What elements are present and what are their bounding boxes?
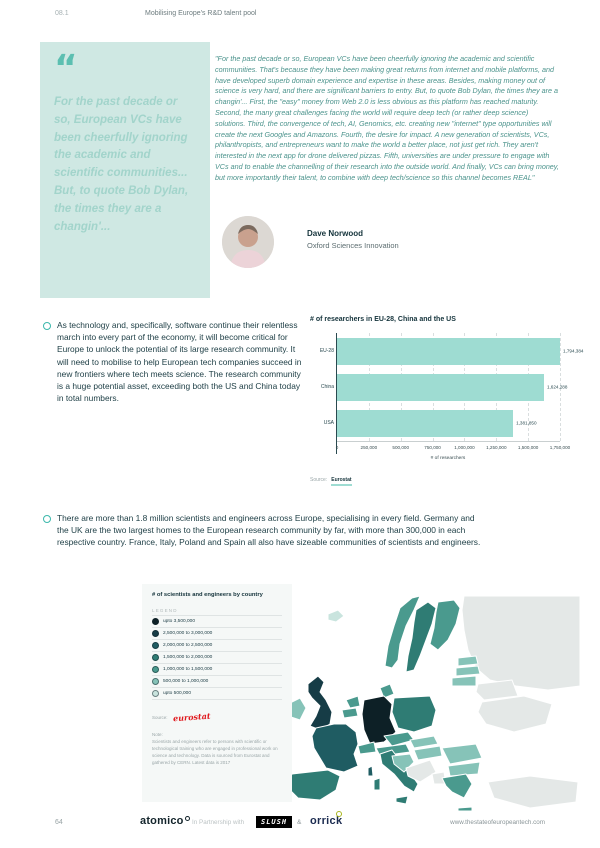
legend-range-label: 1,000,000 to 1,500,000: [163, 667, 213, 672]
legend-row: [152, 688, 282, 700]
avatar: [222, 216, 274, 268]
country-romania: [442, 744, 482, 764]
legend-dot-icon: [152, 690, 159, 697]
pull-quote-box: [40, 42, 210, 298]
bar-category-label: EU-28: [319, 348, 334, 354]
chart-title: # of researchers in EU-28, China and the US: [310, 316, 456, 323]
website-url[interactable]: www.thestateofeuropeantech.com: [450, 819, 545, 826]
bullet-icon: [43, 322, 51, 330]
country-ukraine: [478, 696, 552, 732]
bullet-paragraph-1: As technology and, specifically, software continue their relentless march into every part of the economy, it will become critical for Europe to unlock the potential of its large research community. It will need to mobilise to help European tech companies succeed in new frontiers where tech meets science. The research community is a huge potential asset, exceeding both the US and China today in total numbers.: [57, 320, 302, 404]
bar-row: [320, 369, 568, 405]
bar-value-label: 1,624,288: [546, 384, 568, 390]
full-quote-text: "For the past decade or so, European VCs have been cheerfully ignoring the academic and scientific communities. That's because they have been making great returns from internet and mobile platforms, and have developed superb domain experience and expertise in these areas. Besides, making money out of science is very hard, and there are significant barriers to entry. But, to quote Bob Dylan, the times they are a changin'... First, the "easy" money from Web 2.0 is less obvious as this platform has reached maturity. Second, the many great challenges facing the world will require deep tech (or rather deep science) solutions. Third, the convergence of tech, AI, Genomics, etc. creating new "internet" type opportunities will create the next Googles and Amazons. Fourth, the desire for impact. A new generation of scientists, VCs, philanthropists, and entrepreneurs want to make the world a better place, not just get rich. They aren't interested in the next app for drone delivered pizzas. Fifth, universities are under pressure to engage with VCs and to enable the channelling of their research into the outside world. And finally, VCs can bring money, but more importantly their talent, to combine with deep tech/science so this channel becomes REAL": [215, 54, 559, 182]
country-switzerland: [358, 742, 376, 754]
country-russia: [462, 596, 580, 690]
researchers-bar-chart: [310, 316, 584, 483]
country-hungary: [414, 746, 442, 760]
bar-chart-rows: [319, 333, 584, 441]
source-label: Source:: [310, 477, 328, 483]
legend-range-label: 1,500,000 to 2,000,000: [163, 655, 213, 660]
atomico-ring-icon: [185, 816, 190, 821]
x-tick-label: 1,000,000: [454, 445, 475, 450]
country-france: [368, 766, 373, 776]
country-italy: [396, 796, 408, 804]
x-tick-label: 750,000: [424, 445, 441, 450]
legend-dot-icon: [152, 630, 159, 637]
country-greece: [458, 807, 472, 811]
country-greece: [442, 774, 472, 798]
source-name: Eurostat: [331, 477, 351, 486]
pull-quote-text: For the past decade or so, European VCs have been cheerfully ignoring the academic and scientific communities... But, to quote Bob Dylan, the times they are a changin'...: [54, 96, 189, 233]
legend-row: [152, 628, 282, 640]
chart-source: [310, 477, 560, 483]
quote-marks-icon: “: [54, 48, 78, 89]
map-source: [152, 712, 282, 722]
section-number: 08.1: [55, 10, 69, 17]
legend-range-label: upto 500,000: [163, 691, 192, 696]
country-lithuania: [452, 676, 476, 686]
note-text: Scientists and engineers refer to persons with scientific or technological training who are engaged in professional work on science and technology. Data is sourced from Eurostat and gathered by CERN. Latest data is 2017: [152, 739, 278, 765]
note-label: Note:: [152, 732, 163, 737]
bar-row: [319, 333, 584, 369]
europe-choropleth-map: [280, 596, 585, 828]
legend-range-label: upto 3,500,000: [163, 619, 196, 624]
bar-category-label: USA: [323, 420, 334, 426]
legend-range-label: 500,000 to 1,000,000: [163, 679, 209, 684]
country-spain: [286, 770, 340, 800]
map-legend-rows: [152, 616, 282, 700]
chart-plot-area: [319, 333, 584, 454]
country-poland: [392, 696, 436, 732]
map-title: # of scientists and engineers by country: [152, 592, 263, 598]
atomico-logo: atomico: [140, 815, 190, 827]
legend-row: [152, 676, 282, 688]
orrick-logo: orrick: [310, 815, 342, 827]
country-belarus: [476, 680, 518, 700]
x-tick-label: 250,000: [360, 445, 378, 450]
country-united-kingdom: [308, 676, 332, 730]
country-italy: [374, 778, 380, 790]
legend-label: LEGEND: [152, 608, 282, 616]
legend-row: [152, 640, 282, 652]
legend-range-label: 2,000,000 to 2,500,000: [163, 643, 213, 648]
bullet-icon: [43, 515, 51, 523]
x-tick-label: 500,000: [392, 445, 410, 450]
ampersand: &: [297, 819, 302, 826]
legend-dot-icon: [152, 642, 159, 649]
x-tick-label: 1,500,000: [517, 445, 539, 450]
country-belgium: [342, 708, 358, 718]
page-number: 64: [55, 819, 63, 826]
legend-dot-icon: [152, 618, 159, 625]
bar-value-label: 1,381,850: [516, 420, 537, 426]
legend-row: [152, 664, 282, 676]
bar-row: [323, 405, 560, 441]
map-source-label: Source:: [152, 714, 168, 720]
author-name: Dave Norwood: [307, 229, 364, 238]
country-france: [312, 724, 358, 772]
bar: [337, 374, 568, 401]
europe-map-svg: [280, 596, 585, 828]
legend-dot-icon: [152, 666, 159, 673]
country-iceland: [328, 610, 344, 622]
x-tick-label: 1,250,000: [486, 445, 507, 450]
eurostat-logo: eurostat: [172, 710, 211, 724]
map-legend-card: [142, 584, 292, 802]
country-slovakia: [410, 736, 438, 748]
country-latvia: [456, 666, 480, 676]
x-tick-label: 1,750,000: [549, 445, 571, 450]
bar: [337, 338, 584, 365]
legend-dot-icon: [152, 678, 159, 685]
x-axis-title: # of researchers: [430, 456, 466, 461]
country-netherlands: [346, 696, 360, 708]
legend-row: [152, 616, 282, 628]
legend-dot-icon: [152, 654, 159, 661]
country-estonia: [458, 656, 478, 666]
legend-row: [152, 652, 282, 664]
partnership-label: In Partnership with: [192, 819, 245, 826]
slush-logo: SLUSH: [256, 816, 292, 828]
section-title: Mobilising Europe's R&D talent pool: [145, 10, 257, 17]
x-tick-label: 0: [335, 445, 339, 450]
bar: [337, 410, 537, 437]
bullet-paragraph-2: There are more than 1.8 million scientists and engineers across Europe, specialising in every field. Germany and the UK are the two largest homes to the European research community by far, with more than 300,000 in each respective country. France, Italy, Poland and Spain all also have sizeable communities of scientists and engineers.: [57, 513, 481, 548]
bar-value-label: 1,794,384: [563, 348, 584, 354]
person-photo-placeholder: [222, 216, 274, 268]
bar-category-label: China: [320, 384, 334, 390]
author-organisation: Oxford Sciences Innovation: [307, 241, 399, 250]
country-turkey: [488, 776, 578, 808]
legend-range-label: 2,500,000 to 3,000,000: [163, 631, 213, 636]
x-axis-ticks: [335, 441, 571, 454]
